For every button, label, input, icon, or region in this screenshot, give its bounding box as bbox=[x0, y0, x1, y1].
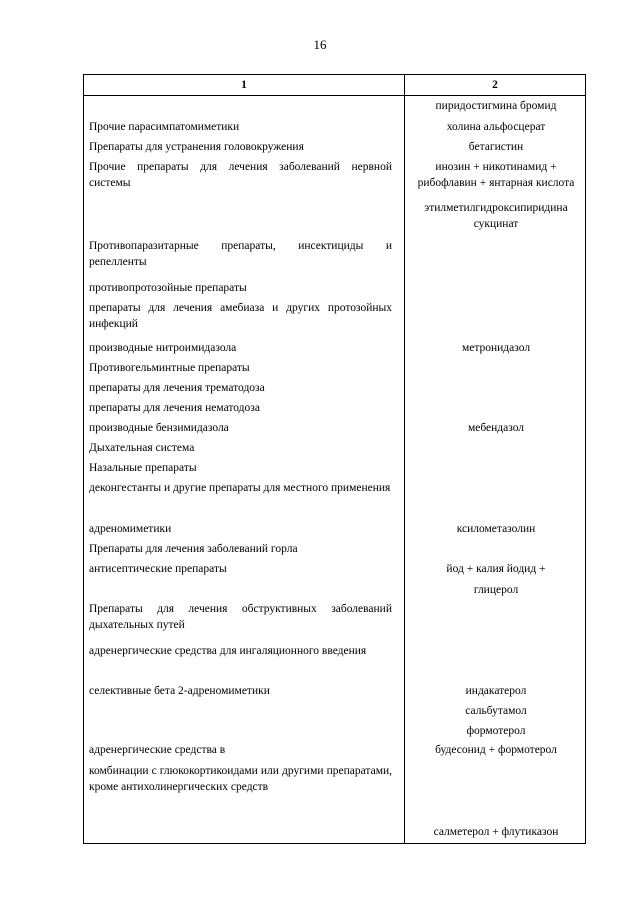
left-cell: препараты для лечения нематодоза bbox=[89, 402, 260, 414]
page-number: 16 bbox=[313, 37, 327, 52]
left-cell: адренергические средства в bbox=[89, 744, 226, 756]
left-cell: комбинации с глюкокортикоидами или другими препаратами, кроме антихолинергических средств bbox=[89, 765, 392, 793]
column-header-1: 1 bbox=[241, 79, 247, 91]
left-cell: препараты для лечения трематодоза bbox=[89, 382, 265, 394]
left-cell: противопротозойные препараты bbox=[89, 282, 247, 294]
left-cell: деконгестанты и другие препараты для местного применения bbox=[89, 482, 391, 494]
right-cell: метронидазол bbox=[461, 342, 531, 354]
left-cell: антисептические препараты bbox=[89, 563, 227, 575]
right-cell: мебендазол bbox=[467, 422, 525, 434]
left-cell: Препараты для лечения обструктивных заболеваний дыхательных путей bbox=[89, 603, 392, 631]
right-cell: йод + калия йодид + bbox=[446, 563, 546, 575]
left-cell: адренергические средства для ингаляционного введения bbox=[89, 645, 367, 657]
left-cell: Препараты для лечения заболеваний горла bbox=[89, 543, 298, 555]
left-cell: Назальные препараты bbox=[89, 462, 197, 474]
drug-table bbox=[83, 74, 586, 844]
right-cell: будесонид + формотерол bbox=[435, 744, 557, 756]
left-cell: препараты для лечения амебиаза и других протозойных инфекций bbox=[89, 302, 392, 330]
left-cell: Препараты для устранения головокружения bbox=[89, 141, 304, 153]
left-cell: Противогельминтные препараты bbox=[89, 362, 250, 374]
left-cell: Прочие парасимпатомиметики bbox=[89, 121, 240, 133]
right-cell: этилметилгидроксипиридина сукцинат bbox=[424, 202, 568, 230]
right-cell: глицерол bbox=[473, 584, 519, 596]
column-header-2: 2 bbox=[492, 79, 498, 91]
left-cell: селективные бета 2-адреномиметики bbox=[89, 685, 270, 697]
right-cell: формотерол bbox=[466, 725, 526, 737]
right-cell: сальбутамол bbox=[465, 705, 527, 717]
right-cell: бетагистин bbox=[468, 141, 524, 153]
right-cell: пиридостигмина бромид bbox=[435, 100, 557, 112]
right-cell: холина альфосцерат bbox=[446, 121, 546, 133]
right-cell: салметерол + флутиказон bbox=[433, 826, 559, 838]
right-cell: инозин + никотинамид + рибофлавин + янтарная кислота bbox=[417, 161, 575, 189]
left-cell: Противопаразитарные препараты, инсектициды и репелленты bbox=[89, 240, 392, 268]
left-cell: производные бензимидазола bbox=[89, 422, 229, 434]
column-divider bbox=[404, 75, 405, 843]
left-cell: адреномиметики bbox=[89, 523, 172, 535]
left-cell: Дыхательная система bbox=[89, 442, 195, 454]
right-cell: индакатерол bbox=[465, 685, 527, 697]
right-cell: ксилометазолин bbox=[456, 523, 536, 535]
left-cell: Прочие препараты для лечения заболеваний нервной системы bbox=[89, 161, 392, 189]
left-cell: производные нитроимидазола bbox=[89, 342, 237, 354]
header-divider bbox=[84, 95, 585, 96]
